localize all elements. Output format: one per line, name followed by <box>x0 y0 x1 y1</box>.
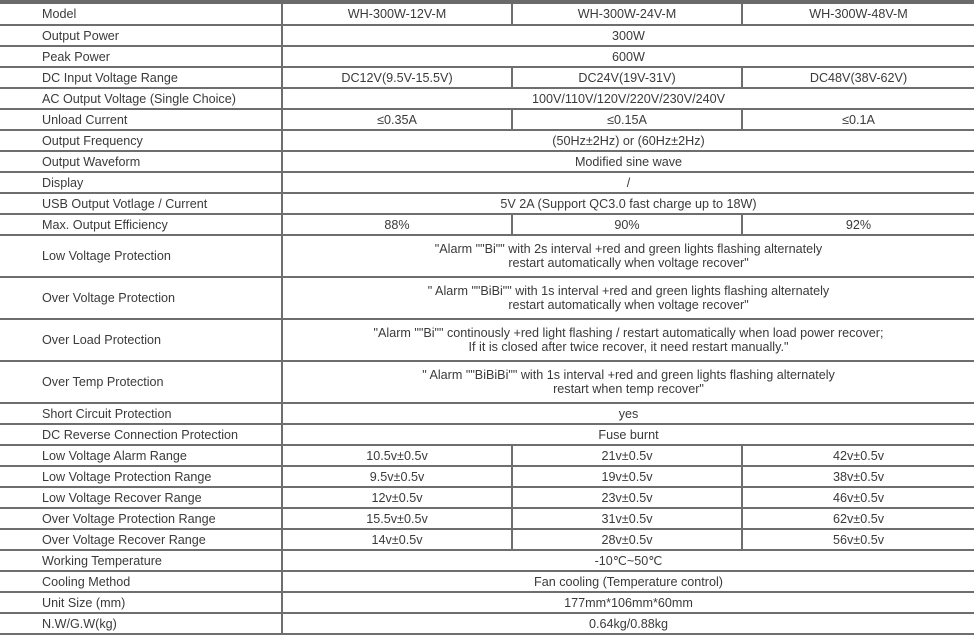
spec-label: Output Waveform <box>0 151 282 172</box>
table-row <box>0 193 974 214</box>
spec-value-model-1: WH-300W-12V-M <box>282 4 512 25</box>
table-row <box>0 466 974 487</box>
spec-table-body <box>0 4 974 634</box>
spec-label: Peak Power <box>0 46 282 67</box>
table-row <box>0 445 974 466</box>
spec-value-all-models: 600W <box>282 46 974 67</box>
spec-value-all-models: yes <box>282 403 974 424</box>
table-row <box>0 67 974 88</box>
spec-value-model-3: WH-300W-48V-M <box>742 4 974 25</box>
spec-value-all-models: 0.64kg/0.88kg <box>282 613 974 634</box>
spec-value-model-3: ≤0.1A <box>742 109 974 130</box>
spec-value-model-1: 9.5v±0.5v <box>282 466 512 487</box>
spec-value-model-1: 12v±0.5v <box>282 487 512 508</box>
spec-label: Over Voltage Recover Range <box>0 529 282 550</box>
table-row <box>0 361 974 403</box>
spec-value-model-3: 62v±0.5v <box>742 508 974 529</box>
table-row <box>0 277 974 319</box>
spec-value-model-3: 46v±0.5v <box>742 487 974 508</box>
table-row <box>0 592 974 613</box>
table-row <box>0 214 974 235</box>
spec-value-model-2: 31v±0.5v <box>512 508 742 529</box>
spec-label: Low Voltage Alarm Range <box>0 445 282 466</box>
spec-value-model-2: 28v±0.5v <box>512 529 742 550</box>
spec-value-all-models: 300W <box>282 25 974 46</box>
spec-label: Low Voltage Protection Range <box>0 466 282 487</box>
spec-value-model-3: 56v±0.5v <box>742 529 974 550</box>
spec-label: Low Voltage Recover Range <box>0 487 282 508</box>
spec-label: Short Circuit Protection <box>0 403 282 424</box>
spec-label: Output Frequency <box>0 130 282 151</box>
table-row <box>0 109 974 130</box>
table-row <box>0 88 974 109</box>
spec-label: Max. Output Efficiency <box>0 214 282 235</box>
spec-label: Unit Size (mm) <box>0 592 282 613</box>
spec-value-model-3: DC48V(38V-62V) <box>742 67 974 88</box>
spec-table <box>0 4 974 635</box>
table-row <box>0 613 974 634</box>
spec-label: Unload Current <box>0 109 282 130</box>
spec-value-all-models: 100V/110V/120V/220V/230V/240V <box>282 88 974 109</box>
spec-value-model-2: 21v±0.5v <box>512 445 742 466</box>
spec-label: Cooling Method <box>0 571 282 592</box>
table-row <box>0 403 974 424</box>
spec-value-all-models: (50Hz±2Hz) or (60Hz±2Hz) <box>282 130 974 151</box>
table-row <box>0 319 974 361</box>
table-row <box>0 235 974 277</box>
spec-value-model-2: 90% <box>512 214 742 235</box>
spec-value-all-models: / <box>282 172 974 193</box>
table-row <box>0 571 974 592</box>
spec-value-model-2: DC24V(19V-31V) <box>512 67 742 88</box>
spec-label: Output Power <box>0 25 282 46</box>
spec-label: Model <box>0 4 282 25</box>
spec-value-model-3: 92% <box>742 214 974 235</box>
spec-value-model-2: 19v±0.5v <box>512 466 742 487</box>
spec-value-model-1: 88% <box>282 214 512 235</box>
table-row <box>0 424 974 445</box>
spec-value-model-1: ≤0.35A <box>282 109 512 130</box>
spec-value-all-models: " Alarm ""BiBi"" with 1s interval +red and green lights flashing alternately restart automatically when voltage recover" <box>282 277 974 319</box>
spec-label: Over Load Protection <box>0 319 282 361</box>
spec-value-model-2: ≤0.15A <box>512 109 742 130</box>
spec-label: N.W/G.W(kg) <box>0 613 282 634</box>
spec-value-all-models: "Alarm ""Bi"" with 2s interval +red and green lights flashing alternately restart automatically when voltage recover" <box>282 235 974 277</box>
spec-label: AC Output Voltage (Single Choice) <box>0 88 282 109</box>
spec-value-model-1: 15.5v±0.5v <box>282 508 512 529</box>
table-row <box>0 130 974 151</box>
spec-label: DC Input Voltage Range <box>0 67 282 88</box>
table-row <box>0 25 974 46</box>
table-row <box>0 508 974 529</box>
table-row <box>0 151 974 172</box>
spec-value-all-models: Fan cooling (Temperature control) <box>282 571 974 592</box>
spec-value-model-1: DC12V(9.5V-15.5V) <box>282 67 512 88</box>
spec-value-all-models: 5V 2A (Support QC3.0 fast charge up to 18W) <box>282 193 974 214</box>
spec-value-model-2: 23v±0.5v <box>512 487 742 508</box>
spec-value-all-models: Fuse burnt <box>282 424 974 445</box>
spec-label: Over Temp Protection <box>0 361 282 403</box>
spec-value-all-models: -10℃~50℃ <box>282 550 974 571</box>
spec-value-all-models: " Alarm ""BiBiBi"" with 1s interval +red and green lights flashing alternately restart when temp recover" <box>282 361 974 403</box>
spec-value-model-3: 38v±0.5v <box>742 466 974 487</box>
table-row <box>0 172 974 193</box>
spec-value-all-models: 177mm*106mm*60mm <box>282 592 974 613</box>
spec-value-model-1: 10.5v±0.5v <box>282 445 512 466</box>
table-row <box>0 4 974 25</box>
spec-label: Working Temperature <box>0 550 282 571</box>
spec-value-model-3: 42v±0.5v <box>742 445 974 466</box>
spec-label: DC Reverse Connection Protection <box>0 424 282 445</box>
spec-label: Over Voltage Protection Range <box>0 508 282 529</box>
table-row <box>0 529 974 550</box>
spec-value-model-2: WH-300W-24V-M <box>512 4 742 25</box>
spec-value-all-models: "Alarm ""Bi"" continously +red light flashing / restart automatically when load power recover; If it is closed after twice recover, it need restart manually." <box>282 319 974 361</box>
table-row <box>0 550 974 571</box>
spec-label: Over Voltage Protection <box>0 277 282 319</box>
table-row <box>0 46 974 67</box>
spec-value-all-models: Modified sine wave <box>282 151 974 172</box>
spec-value-model-1: 14v±0.5v <box>282 529 512 550</box>
table-row <box>0 487 974 508</box>
spec-label: USB Output Votlage / Current <box>0 193 282 214</box>
spec-label: Display <box>0 172 282 193</box>
spec-label: Low Voltage Protection <box>0 235 282 277</box>
